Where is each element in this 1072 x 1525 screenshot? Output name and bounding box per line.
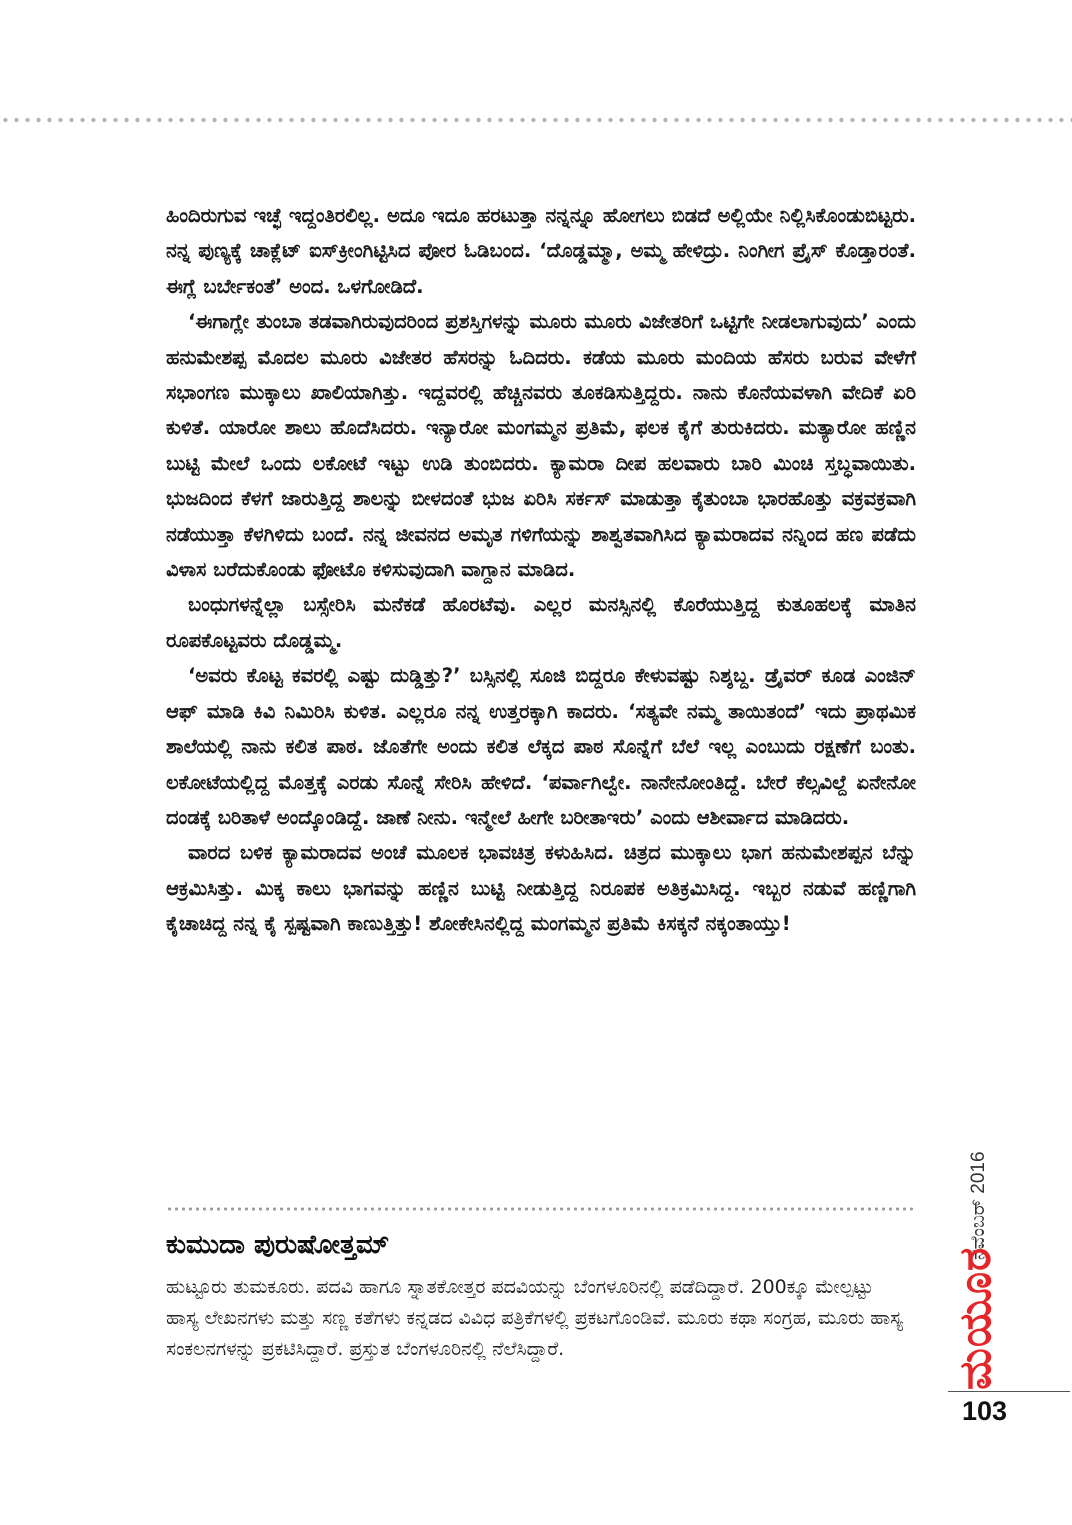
magazine-logo: ಮಯೂರ: [950, 1246, 1001, 1390]
story-paragraph: ಹಿಂದಿರುಗುವ ಇಚ್ಛೆ ಇದ್ದಂತಿರಲಿಲ್ಲ. ಅದೂ ಇದೂ ಹರಟುತ್ತಾ ನನ್ನನ್ನೂ ಹೋಗಲು ಬಿಡದೆ ಅಲ್ಲಿಯೇ ನಿಲ್ಲಿಸಿಕೊಂಡುಬಿಟ್ಟರು. ನನ್ನ ಪುಣ್ಯಕ್ಕೆ ಚಾಕ್ಲೆಟ್ ಐಸ್‌ಕ್ರೀಂಗಿಟ್ಟಿಸಿದ ಪೋರ ಓಡಿಬಂದ. ‘ದೊಡ್ಡಮ್ಮಾ, ಅಮ್ಮ ಹೇಳಿದ್ರು. ನಿಂಗೀಗ ಪ್ರೈಸ್ ಕೊಡ್ತಾರಂತೆ. ಈಗ್ಲೆ ಬರ್ಬೇಕಂತೆ’ ಅಂದ. ಒಳಗೋಡಿದೆ.: [166, 204, 916, 298]
story-paragraph: ‘ಈಗಾಗ್ಲೇ ತುಂಬಾ ತಡವಾಗಿರುವುದರಿಂದ ಪ್ರಶಸ್ತಿಗಳನ್ನು ಮೂರು ಮೂರು ವಿಜೇತರಿಗೆ ಒಟ್ಟಿಗೇ ನೀಡಲಾಗುವುದು’ ಎಂದು ಹನುಮೇಶಪ್ಪ ಮೊದಲ ಮೂರು ವಿಜೇತರ ಹೆಸರನ್ನು ಓದಿದರು. ಕಡೆಯ ಮೂರು ಮಂದಿಯ ಹೆಸರು ಬರುವ ವೇಳೆಗೆ ಸಭಾಂಗಣ ಮುಕ್ಕಾಲು ಖಾಲಿಯಾಗಿತ್ತು. ಇದ್ದವರಲ್ಲಿ ಹೆಚ್ಚಿನವರು ತೂಕಡಿಸುತ್ತಿದ್ದರು. ನಾನು ಕೊನೆಯವಳಾಗಿ ವೇದಿಕೆ ಏರಿ ಕುಳಿತೆ. ಯಾರೋ ಶಾಲು ಹೊದೆಸಿದರು. ಇನ್ಯಾರೋ ಮಂಗಮ್ಮನ ಪ್ರತಿಮೆ, ಫಲಕ ಕೈಗೆ ತುರುಕಿದರು. ಮತ್ಯಾರೋ ಹಣ್ಣಿನ ಬುಟ್ಟಿ ಮೇಲೆ ಒಂದು ಲಕೋಟೆ ಇಟ್ಟು ಉಡಿ ತುಂಬಿದರು. ಕ್ಯಾಮರಾ ದೀಪ ಹಲವಾರು ಬಾರಿ ಮಿಂಚಿ ಸ್ತಬ್ಧವಾಯಿತು. ಭುಜದಿಂದ ಕೆಳಗೆ ಜಾರುತ್ತಿದ್ದ ಶಾಲನ್ನು ಬೀಳದಂತೆ ಭುಜ ಏರಿಸಿ ಸರ್ಕಸ್ ಮಾಡುತ್ತಾ ಕೈತುಂಬಾ ಭಾರಹೊತ್ತು ವಕ್ರವಕ್ರವಾಗಿ ನಡೆಯುತ್ತಾ ಕೆಳಗಿಳಿದು ಬಂದೆ. ನನ್ನ ಜೀವನದ ಅಮೃತ ಗಳಿಗೆಯನ್ನು ಶಾಶ್ವತವಾಗಿಸಿದ ಕ್ಯಾಮರಾದವ ನನ್ನಿಂದ ಹಣ ಪಡೆದು ವಿಳಾಸ ಬರೆದುಕೊಂಡು ಫೋಟೊ ಕಳಿಸುವುದಾಗಿ ವಾಗ್ದಾನ ಮಾಡಿದ.: [166, 310, 917, 582]
story-paragraph: ‘ಅವರು ಕೊಟ್ಟ ಕವರಲ್ಲಿ ಎಷ್ಟು ದುಡ್ಡಿತ್ತು?’ ಬಸ್ಸಿನಲ್ಲಿ ಸೂಜಿ ಬಿದ್ದರೂ ಕೇಳುವಷ್ಟು ನಿಶ್ಶಬ್ದ. ಡ್ರೈವರ್ ಕೂಡ ಎಂಜಿನ್ ಆಫ್ ಮಾಡಿ ಕಿವಿ ನಿಮಿರಿಸಿ ಕುಳಿತ. ಎಲ್ಲರೂ ನನ್ನ ಉತ್ತರಕ್ಕಾಗಿ ಕಾದರು. ‘ಸತ್ಯವೇ ನಮ್ಮ ತಾಯಿತಂದೆ’ ಇದು ಪ್ರಾಥಮಿಕ ಶಾಲೆಯಲ್ಲಿ ನಾನು ಕಲಿತ ಪಾಠ. ಜೊತೆಗೇ ಅಂದು ಕಲಿತ ಲೆಕ್ಕದ ಪಾಠ ಸೊನ್ನೆಗೆ ಬೆಲೆ ಇಲ್ಲ ಎಂಬುದು ರಕ್ಷಣೆಗೆ ಬಂತು. ಲಕೋಟೆಯಲ್ಲಿದ್ದ ಮೊತ್ತಕ್ಕೆ ಎರಡು ಸೊನ್ನೆ ಸೇರಿಸಿ ಹೇಳಿದೆ. ‘ಪರ್ವಾಗಿಲ್ವೇ. ನಾನೇನೋಂತಿದ್ದೆ. ಬೇರೆ ಕೆಲ್ಸವಿಲ್ದೆ ಏನೇನೋ ದಂಡಕ್ಕೆ ಬರಿತಾಳೆ ಅಂದ್ಕೊಂಡಿದ್ದೆ. ಜಾಣೆ ನೀನು. ಇನ್ಮೇಲೆ ಹೀಗೇ ಬರೀತಾಇರು’ ಎಂದು ಆಶೀರ್ವಾದ ಮಾಡಿದರು.: [166, 664, 916, 829]
author-bio: ಹುಟ್ಟೂರು ತುಮಕೂರು. ಪದವಿ ಹಾಗೂ ಸ್ನಾತಕೋತ್ತರ ಪದವಿಯನ್ನು ಬೆಂಗಳೂರಿನಲ್ಲಿ ಪಡೆದಿದ್ದಾರೆ. 200ಕ್ಕೂ ಮೇಲ್ಪಟ್ಟು ಹಾಸ್ಯ ಲೇಖನಗಳು ಮತ್ತು ಸಣ್ಣ ಕತೆಗಳು ಕನ್ನಡದ ವಿವಿಧ ಪತ್ರಿಕೆಗಳಲ್ಲಿ ಪ್ರಕಟಗೊಂಡಿವೆ. ಮೂರು ಕಥಾ ಸಂಗ್ರಹ, ಮೂರು ಹಾಸ್ಯ ಸಂಕಲನಗಳನ್ನು ಪ್ರಕಟಿಸಿದ್ದಾರೆ. ಪ್ರಸ್ತುತ ಬೆಂಗಳೂರಿನಲ್ಲಿ ನೆಲೆಸಿದ್ದಾರೆ.: [166, 1276, 903, 1360]
issue-date: ನವೆಂಬರ್ 2016: [968, 1151, 989, 1260]
page-number-rule: [948, 1391, 1070, 1392]
author-section-divider: [166, 1207, 916, 1211]
story-paragraph: ಬಂಧುಗಳನ್ನೆಲ್ಲಾ ಬಸ್ಸೇರಿಸಿ ಮನೆಕಡೆ ಹೊರಟೆವು. ಎಲ್ಲರ ಮನಸ್ಸಿನಲ್ಲಿ ಕೊರೆಯುತ್ತಿದ್ದ ಕುತೂಹಲಕ್ಕೆ ಮಾತಿನ ರೂಪಕೊಟ್ಟವರು ದೊಡ್ಡಮ್ಮ.: [166, 593, 916, 652]
story-body: [166, 198, 916, 942]
top-dotted-divider: [0, 117, 1072, 123]
author-name: ಕುಮುದಾ ಪುರುಷೋತ್ತಮ್: [166, 1230, 390, 1260]
story-paragraph: ವಾರದ ಬಳಿಕ ಕ್ಯಾಮರಾದವ ಅಂಚೆ ಮೂಲಕ ಭಾವಚಿತ್ರ ಕಳುಹಿಸಿದ. ಚಿತ್ರದ ಮುಕ್ಕಾಲು ಭಾಗ ಹನುಮೇಶಪ್ಪನ ಬೆನ್ನು ಆಕ್ರಮಿಸಿತ್ತು. ಮಿಕ್ಕ ಕಾಲು ಭಾಗವನ್ನು ಹಣ್ಣಿನ ಬುಟ್ಟಿ ನೀಡುತ್ತಿದ್ದ ನಿರೂಪಕ ಅತಿಕ್ರಮಿಸಿದ್ದ. ಇಬ್ಬರ ನಡುವೆ ಹಣ್ಣಿಗಾಗಿ ಕೈಚಾಚಿದ್ದ ನನ್ನ ಕೈ ಸ್ಪಷ್ಟವಾಗಿ ಕಾಣುತ್ತಿತ್ತು! ಶೋಕೇಸಿನಲ್ಲಿದ್ದ ಮಂಗಮ್ಮನ ಪ್ರತಿಮೆ ಕಿಸಕ್ಕನೆ ನಕ್ಕಂತಾಯ್ತು!: [166, 841, 916, 936]
page-number: 103: [962, 1396, 1008, 1426]
